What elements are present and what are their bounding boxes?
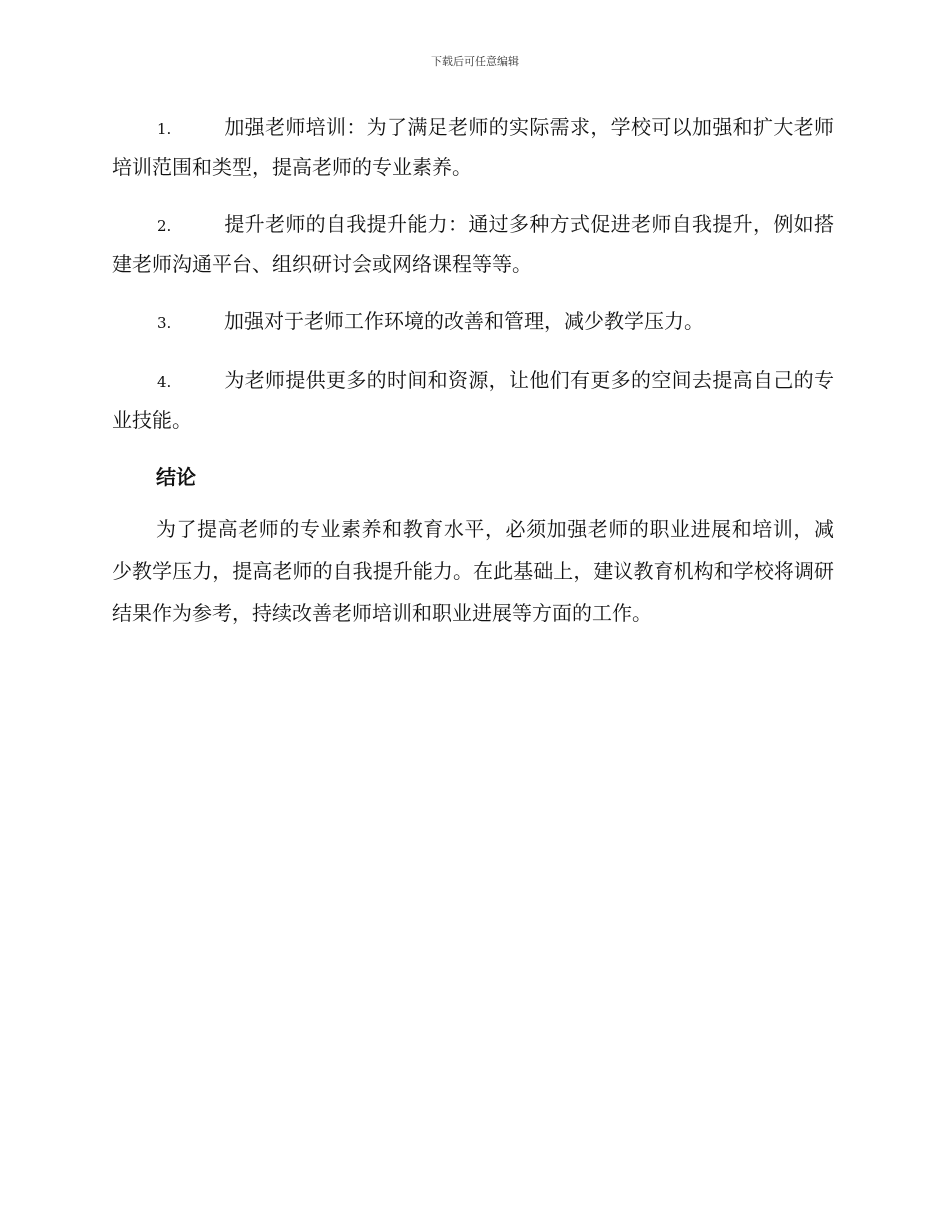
list-item [112,302,834,342]
list-item-number: 1. [157,120,172,138]
page-header: 下载后可任意编辑 [431,55,519,68]
list-item [112,205,834,283]
conclusion-paragraph: 为了提高老师的专业素养和教育水平，必须加强老师的职业进展和培训，减少教学压力，提高老师的自我提升能力。在此基础上，建议教育机构和学校将调研结果作为参考，持续改善老师培训和职业进展等方面的工作。 [112,517,834,625]
list-item-number: 3. [157,314,172,332]
conclusion-heading: 结论 [156,465,196,489]
list-item-number: 4. [157,373,172,391]
list-item-text: 加强老师培训：为了满足老师的实际需求，学校可以加强和扩大老师培训范围和类型，提高老师的专业素养。 [112,115,834,179]
list-item-text: 为老师提供更多的时间和资源，让他们有更多的空间去提高自己的专业技能。 [112,368,834,432]
list-item-text: 加强对于老师工作环境的改善和管理，减少教学压力。 [224,309,704,333]
list-item [112,108,834,186]
list-item [112,361,834,439]
list-item-text: 提升老师的自我提升能力：通过多种方式促进老师自我提升，例如搭建老师沟通平台、组织研讨会或网络课程等等。 [112,212,834,276]
list-item-number: 2. [157,217,172,235]
document-body [112,108,834,634]
